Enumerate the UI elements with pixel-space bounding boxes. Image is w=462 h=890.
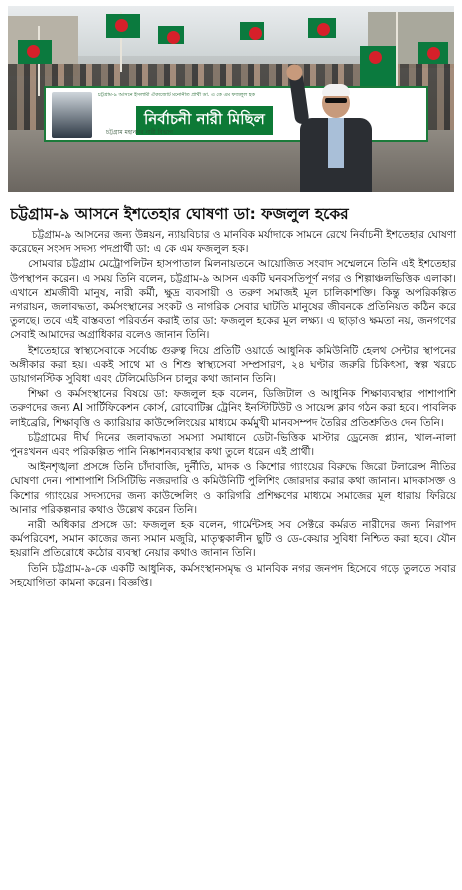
- bangladesh-flag-icon: [158, 26, 184, 44]
- banner-title: নির্বাচনী নারী মিছিল: [136, 106, 273, 135]
- banner-small-text: চট্টগ্রাম-৯ আসনে ইসলামী ঐক্যজোট মনোনীত প্রার্থী ডা. এ কে এম ফজলুল হক: [98, 92, 255, 98]
- bangladesh-flag-icon: [106, 14, 140, 38]
- bangladesh-flag-icon: [240, 22, 264, 40]
- article-body: [10, 228, 456, 591]
- article-paragraph: আইনশৃঙ্খলা প্রসঙ্গে তিনি চাঁদাবাজি, দুর্নীতি, মাদক ও কিশোর গ্যাংয়ের বিরুদ্ধে জিরো টলারেন্স নীতির ঘোষণা দেন। পাশাপাশি সিসিটিভি নজরদারি ও কমিউনিটি পুলিশিং জোরদার করার কথা জানান। মাদকাসক্ত ও কিশোর গ্যাংয়ের সদস্যদের জন্য কাউন্সেলিং ও কারিগরি প্রশিক্ষণের মাধ্যমে সমাজের মূল ধারায় ফিরিয়ে আনার পরিকল্পনার কথাও উল্লেখ করেন তিনি।: [10, 461, 456, 516]
- waving-man: [292, 70, 384, 192]
- article-paragraph: শিক্ষা ও কর্মসংস্থানের বিষয়ে ডা: ফজলুল হক বলেন, ডিজিটাল ও আধুনিক শিক্ষাব্যবস্থার পাশাপাশি তরুণদের জন্য AI সার্টিফিকেশন কোর্স, রোবোটিক্স ট্রেনিং ইনস্টিটিউট ও সায়েন্স ক্লাব গঠন করা হবে। পাবলিক লাইব্রেরি, শিক্ষাবৃত্তি ও ক্যারিয়ার কাউন্সেলিংয়ের মাধ্যমে কর্মমুখী মানবসম্পদ তৈরির প্রতিশ্রুতিও দেন তিনি।: [10, 388, 456, 429]
- bangladesh-flag-icon: [418, 42, 448, 64]
- man-raised-arm: [288, 71, 309, 124]
- article-paragraph: নারী অধিকার প্রসঙ্গে ডা: ফজলুল হক বলেন, গার্মেন্টসহ সব সেক্টরে কর্মরত নারীদের জন্য নিরাপদ কর্মপরিবেশ, সমান কাজের জন্য সমান মজুরি, মাতৃত্বকালীন ছুটি ও ডে-কেয়ার সুবিধা নিশ্চিত করা হবে। যৌন হয়রানি প্রতিরোধে কঠোর ব্যবস্থা নেয়ার কথাও জানান তিনি।: [10, 519, 456, 560]
- article-paragraph: তিনি চট্টগ্রাম-৯-কে একটি আধুনিক, কর্মসংস্থানসমৃদ্ধ ও মানবিক নগর জনপদ হিসেবে গড়ে তুলতে সবার সহযোগিতা কামনা করেন। বিজ্ঞপ্তি।: [10, 562, 456, 589]
- candidate-portrait: [52, 92, 92, 138]
- bangladesh-flag-icon: [308, 18, 336, 38]
- article-paragraph: ইশতেহারে স্বাস্থ্যসেবাকে সর্বোচ্চ গুরুত্ব দিয়ে প্রতিটি ওয়ার্ডে আধুনিক কমিউনিটি হেলথ সেন্টার স্থাপনের অঙ্গীকার করা হয়। একই সাথে মা ও শিশু স্বাস্থ্যসেবা সম্প্রসারণ, ২৪ ঘণ্টার জরুরি চিকিৎসা, স্বল্প খরচে ডায়াগনস্টিক সুবিধা এবং টেলিমেডিসিন চালুর কথা জানান তিনি।: [10, 344, 456, 386]
- article-paragraph: চট্টগ্রাম-৯ আসনের জন্য উন্নয়ন, ন্যায়বিচার ও মানবিক মর্যাদাকে সামনে রেখে নির্বাচনী ইশতেহার ঘোষণা করেছেন সংসদ সদস্য পদপ্রার্থী ডা: এ কে এম ফজলুল হক।: [10, 229, 456, 256]
- man-shirt: [328, 118, 344, 168]
- banner-subtitle: চট্টগ্রাম মহানগর নারী বিভাগ: [106, 129, 173, 136]
- article-paragraph: চট্টগ্রামের দীর্ঘ দিনের জলাবদ্ধতা সমস্যা সমাধানে ডেটা-ভিত্তিক মাস্টার ড্রেনেজ প্ল্যান, খাল-নালা পুনঃখনন এবং পরিকল্পিত পানি নিষ্কাশনব্যবস্থার কথা তুলে ধরেন এই প্রার্থী।: [10, 431, 456, 459]
- news-photo: [8, 6, 454, 192]
- article-headline: চট্টগ্রাম-৯ আসনে ইশতেহার ঘোষণা ডা: ফজলুল হকের: [10, 205, 349, 223]
- article-paragraph: সোমবার চট্টগ্রাম মেট্রোপলিটন হাসপাতাল মিলনায়তনে আয়োজিত সংবাদ সম্মেলনে তিনি এই ইশতেহার উপস্থাপন করেন। এ সময় তিনি বলেন, চট্টগ্রাম-৯ আসন একটি ঘনবসতিপূর্ণ নগর ও শিল্পাঞ্চলভিত্তিক এলাকা। এখানে শ্রমজীবী মানুষ, নারী কর্মী, ক্ষুদ্র ব্যবসায়ী ও তরুণ সমাজই মূল চালিকাশক্তি। কিন্তু অপরিকল্পিত নগরায়ন, জলাবদ্ধতা, কর্মসংস্থানের সংকট ও নাগরিক সেবার ঘাটতি মানুষের জীবনকে প্রতিনিয়ত কঠিন করে তুলছে। তবে এই বাস্তবতা পরিবর্তন করাই তার ডা: ফজলুল হকের মূল লক্ষ্য। এ ছাড়াও ক্ষমতা নয়, জনগণের সেবাই আমাদের অগ্রাধিকার বলেও জানান তিনি।: [10, 258, 456, 342]
- sunglasses-icon: [325, 98, 347, 103]
- bangladesh-flag-icon: [18, 40, 52, 64]
- man-hair: [322, 84, 350, 96]
